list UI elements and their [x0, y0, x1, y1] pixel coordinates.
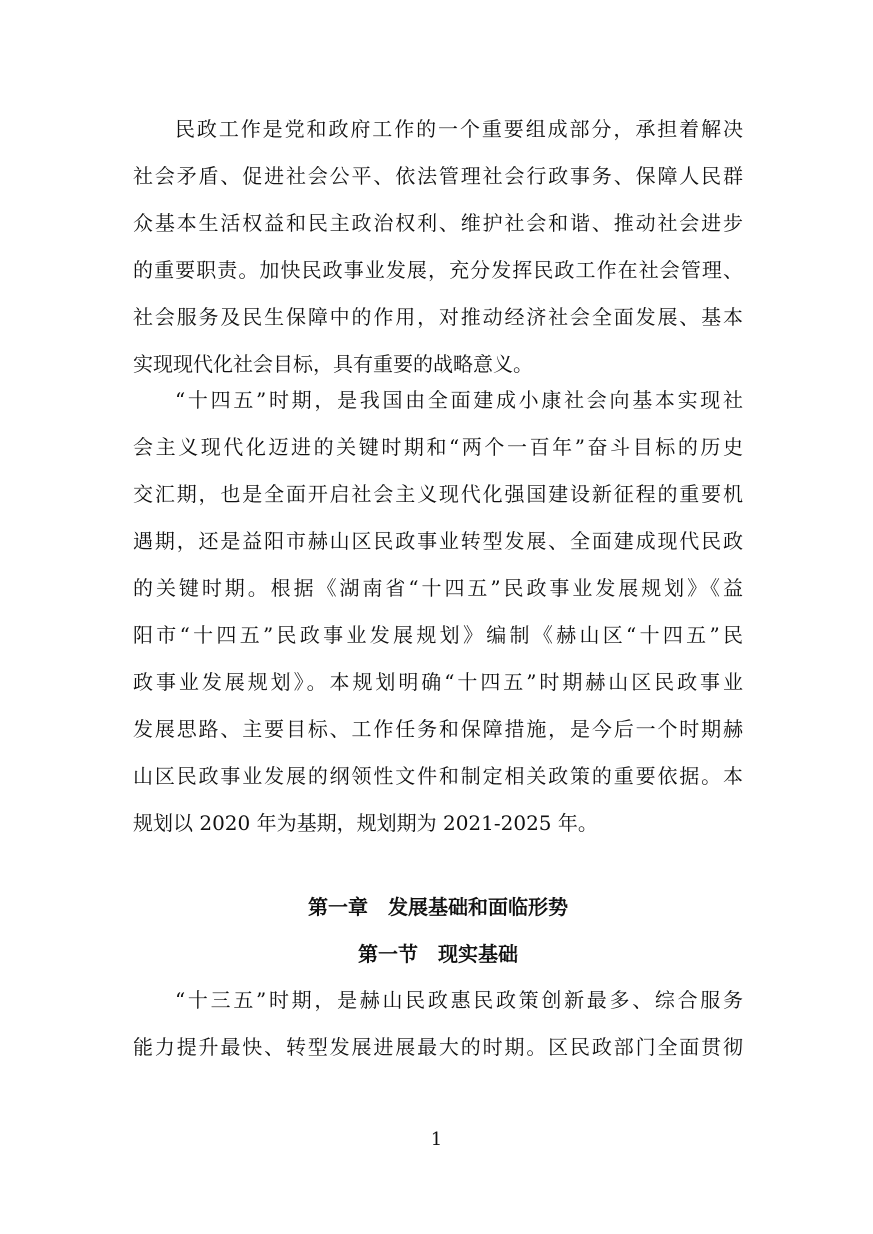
paragraph-line: 发展思路、主要目标、工作任务和保障措施，是今后一个时期赫: [133, 717, 743, 741]
section-title: 第一节 现实基础: [358, 942, 518, 966]
paragraph-line: “十三五”时期，是赫山民政惠民政策创新最多、综合服务: [175, 988, 743, 1012]
paragraph-line: 遇期，还是益阳市赫山区民政事业转型发展、全面建成现代民政: [133, 529, 743, 553]
paragraph-line: 交汇期，也是全面开启社会主义现代化强国建设新征程的重要机: [133, 482, 743, 506]
paragraph-line: 规划以 2020 年为基期，规划期为 2021-2025 年。: [133, 811, 598, 835]
intro-paragraph: [133, 106, 743, 388]
paragraph-line: 社会矛盾、促进社会公平、依法管理社会行政事务、保障人民群: [133, 164, 743, 188]
paragraph-line: 社会服务及民生保障中的作用，对推动经济社会全面发展、基本: [133, 305, 743, 329]
paragraph-line: 能力提升最快、转型发展进展最大的时期。区民政部门全面贯彻: [133, 1035, 743, 1059]
paragraph-line: 会主义现代化迈进的关键时期和“两个一百年”奋斗目标的历史: [133, 435, 743, 459]
chapter-title: 第一章 发展基础和面临形势: [308, 895, 568, 919]
paragraph-line: 实现现代化社会目标，具有重要的战略意义。: [133, 352, 533, 376]
paragraph-line: “十四五”时期，是我国由全面建成小康社会向基本实现社: [175, 388, 743, 412]
paragraph-line: 政事业发展规划》。本规划明确“十四五”时期赫山区民政事业: [133, 670, 743, 694]
paragraph-line: 民政工作是党和政府工作的一个重要组成部分，承担着解决: [175, 117, 743, 141]
page-number: 1: [430, 1129, 443, 1150]
paragraph-line: 山区民政事业发展的纲领性文件和制定相关政策的重要依据。本: [133, 764, 743, 788]
paragraph-line: 的关键时期。根据《湖南省“十四五”民政事业发展规划》《益: [133, 576, 743, 600]
paragraph-line: 阳市“十四五”民政事业发展规划》编制《赫山区“十四五”民: [133, 623, 743, 647]
period-paragraph: [133, 377, 743, 847]
paragraph-line: 众基本生活权益和民主政治权利、维护社会和谐、推动社会进步: [133, 211, 743, 235]
paragraph-line: 的重要职责。加快民政事业发展，充分发挥民政工作在社会管理、: [133, 258, 743, 282]
foundation-paragraph: [133, 977, 743, 1071]
